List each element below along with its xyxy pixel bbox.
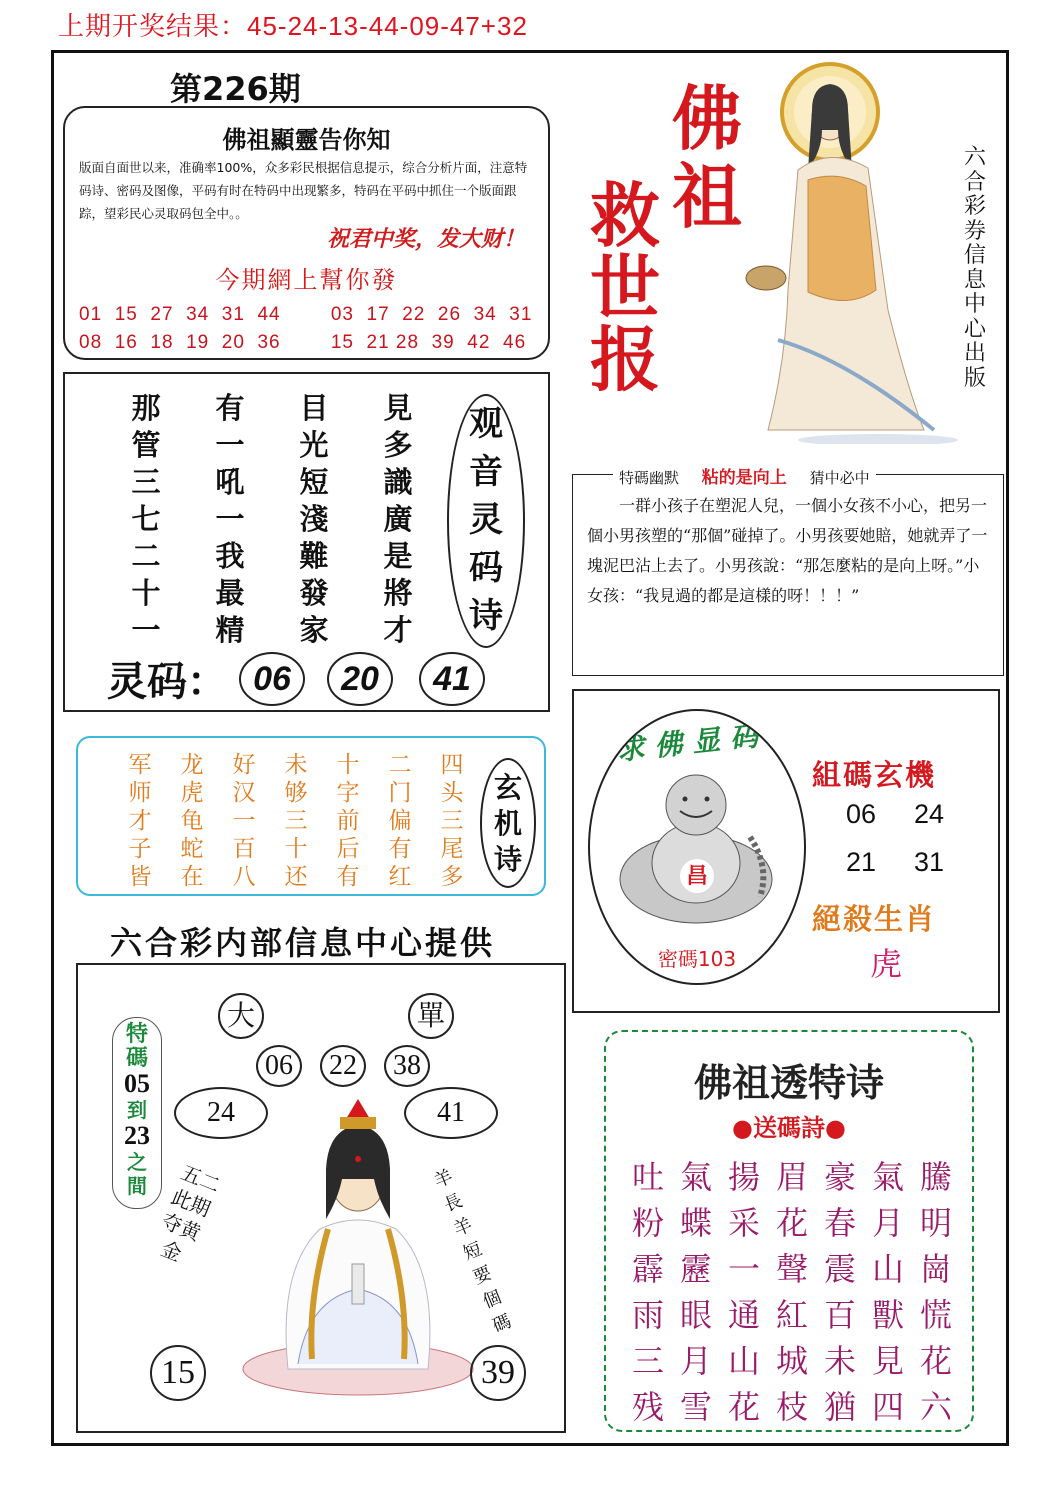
tong-character: 通 <box>727 1296 760 1334</box>
seal-character: 昌 <box>680 859 714 893</box>
poem-character: 二 <box>131 539 161 573</box>
tong-character: 四 <box>871 1388 904 1426</box>
xuanji-character: 虎 <box>180 780 204 806</box>
xuanji-character: 八 <box>232 864 256 890</box>
tong-character: 眼 <box>679 1296 712 1334</box>
xuanji-character: 头 <box>440 780 464 806</box>
joke-label: 特碼幽默 <box>619 469 680 487</box>
guanyin-title-character: 观 <box>469 404 503 444</box>
tong-poem-panel <box>604 1030 974 1432</box>
xuanji-title-character: 诗 <box>493 843 522 876</box>
publisher-vertical: 六合彩券信息中心出版 <box>963 145 986 391</box>
tong-character: 明 <box>919 1204 952 1242</box>
poem-character: 見 <box>383 391 413 425</box>
tong-character: 雨 <box>631 1296 664 1334</box>
xuanji-character: 好 <box>232 752 256 778</box>
xuanji-character: 有 <box>388 836 412 862</box>
intro-title: 佛祖顯靈告你知 <box>222 125 391 154</box>
xuanji-character: 十 <box>284 836 308 862</box>
xuanji-character: 字 <box>336 780 360 806</box>
poem-character: 目 <box>299 391 329 425</box>
tong-character: 眉 <box>775 1158 808 1196</box>
tong-character: 山 <box>871 1250 904 1288</box>
number-row-1: 01 15 27 34 31 44 03 17 22 26 34 31 <box>79 304 533 325</box>
tong-character: 花 <box>727 1388 760 1426</box>
poem-character: 十 <box>131 576 161 610</box>
tema-range-capsule <box>112 1017 162 1209</box>
tong-character: 花 <box>919 1342 952 1380</box>
number-row-2: 08 16 18 19 20 36 15 21 28 39 42 46 <box>79 332 527 353</box>
poem-character: 那 <box>131 391 161 425</box>
odd-label: 單 <box>408 993 454 1039</box>
xuanji-character: 皆 <box>128 864 152 890</box>
joke-hint: 猜中必中 <box>809 469 870 487</box>
poem-character: 家 <box>299 613 329 647</box>
right-oval-number: 41 <box>404 1087 498 1139</box>
guanyin-figure-image <box>228 1099 488 1399</box>
tong-character: 采 <box>727 1204 760 1242</box>
xuanji-character: 军 <box>128 752 152 778</box>
tema-label: 特 碼 <box>125 1021 148 1071</box>
xuanji-character: 多 <box>440 864 464 890</box>
joke-header <box>613 463 876 488</box>
tema-from: 05 <box>124 1069 150 1098</box>
title-fozu: 佛 祖 <box>672 77 742 238</box>
xuanji-character: 红 <box>388 864 412 890</box>
xuanji-character: 够 <box>284 780 308 806</box>
last-result-banner: 上期开奖结果：45-24-13-44-09-47+32 <box>58 11 528 41</box>
guanyin-title-character: 音 <box>469 452 503 492</box>
xuanji-character: 门 <box>388 780 412 806</box>
xuanji-character: 三 <box>284 808 308 834</box>
tong-character: 未 <box>823 1342 856 1380</box>
wish-text: 祝君中奖，发大财！ <box>326 226 525 252</box>
poem-character: 吼 <box>215 465 245 499</box>
poem-character: 識 <box>383 465 413 499</box>
guanyin-poem-panel <box>63 372 550 712</box>
guanyin-title-character: 码 <box>469 548 503 588</box>
tong-character: 枝 <box>775 1388 808 1426</box>
xuanji-character: 还 <box>284 864 308 890</box>
xuanji-character: 蛇 <box>180 836 204 862</box>
tema-to-word: 到 <box>127 1098 147 1122</box>
tema-to: 23 <box>124 1121 150 1150</box>
tong-character: 月 <box>679 1342 712 1380</box>
left-oval-number: 24 <box>174 1087 268 1139</box>
poem-character: 光 <box>299 428 329 462</box>
xuanji-title-character: 机 <box>493 807 522 840</box>
xuanji-character: 百 <box>232 836 256 862</box>
tong-character: 春 <box>823 1204 856 1242</box>
right-bottom-number: 39 <box>470 1345 526 1401</box>
xuanji-character: 四 <box>440 752 464 778</box>
joke-answer: 粘的是向上 <box>701 468 787 488</box>
joke-panel <box>572 468 1004 676</box>
tong-character: 山 <box>727 1342 760 1380</box>
lingma-number: 41 <box>419 652 485 706</box>
poem-character: 是 <box>383 539 413 573</box>
top-number: 22 <box>320 1045 366 1087</box>
tong-character: 靂 <box>679 1250 712 1288</box>
left-bottom-number: 15 <box>150 1345 206 1401</box>
tong-character: 蝶 <box>679 1204 712 1242</box>
xuanji-poem-oval <box>480 758 536 888</box>
poem-character: 一 <box>131 613 161 647</box>
xuanji-character: 十 <box>336 752 360 778</box>
tong-character: 氣 <box>679 1158 712 1196</box>
intro-panel <box>63 106 550 360</box>
poem-character: 淺 <box>299 502 329 536</box>
tema-panel <box>76 963 566 1433</box>
lingma-label: 灵码： <box>107 658 227 705</box>
poem-character: 多 <box>383 428 413 462</box>
xuanji-character: 在 <box>180 864 204 890</box>
lingma-number: 20 <box>327 652 393 706</box>
tong-character: 慌 <box>919 1296 952 1334</box>
tong-character: 獸 <box>871 1296 904 1334</box>
xuanji-character: 一 <box>232 808 256 834</box>
buddha-oval <box>588 709 806 985</box>
tong-character: 粉 <box>631 1204 664 1242</box>
xuanji-character: 尾 <box>440 836 464 862</box>
xuanji-character: 三 <box>440 808 464 834</box>
intro-text: 版面自面世以来，准确率100%，众多彩民根据信息提示，综合分析片面，注意特码诗、密码及图像，平码有时在特码中出现繁多，特码在平码中抓住一个版面跟踪，望彩民心灵取码包全中。。 <box>79 160 528 221</box>
right-verse: 羊長羊短要個碼 <box>431 1166 515 1337</box>
poem-character: 三 <box>131 465 161 499</box>
tong-character: 崗 <box>919 1250 952 1288</box>
xuanji-character: 汉 <box>232 780 256 806</box>
arc-title: 求佛显码 <box>614 718 770 767</box>
poem-character: 管 <box>131 428 161 462</box>
poem-character: 有 <box>215 391 245 425</box>
tong-character: 聲 <box>775 1250 808 1288</box>
tong-title: 佛祖透特诗 <box>693 1060 884 1105</box>
xuanji-character: 龙 <box>180 752 204 778</box>
xuanji-character: 未 <box>284 752 308 778</box>
xuanji-character: 二 <box>388 752 412 778</box>
title-jiushibao: 救 世 报 <box>590 174 660 401</box>
tong-character: 揚 <box>727 1158 760 1196</box>
tong-character: 震 <box>823 1250 856 1288</box>
poem-character: 精 <box>215 613 245 647</box>
xuanji-character: 龟 <box>180 808 204 834</box>
tong-character: 花 <box>775 1204 808 1242</box>
poem-character: 將 <box>383 576 413 610</box>
tong-character: 城 <box>775 1342 808 1380</box>
zuma-title: 組碼玄機 <box>812 758 937 792</box>
poem-character: 短 <box>299 465 329 499</box>
xuanji-character: 师 <box>128 780 152 806</box>
big-label: 大 <box>218 993 264 1039</box>
xuanji-character: 才 <box>128 808 152 834</box>
tong-character: 六 <box>919 1388 952 1426</box>
secret-code: 密碼103 <box>657 947 737 971</box>
tong-character: 月 <box>871 1204 904 1242</box>
xuanji-character: 子 <box>128 836 152 862</box>
poem-character: 發 <box>299 576 329 610</box>
xuanji-poem-panel <box>76 736 546 896</box>
lingma-number: 06 <box>239 652 305 706</box>
poem-character: 廣 <box>383 502 413 536</box>
tong-character: 霹 <box>631 1250 664 1288</box>
online-title: 今期網上幫你發 <box>215 266 398 294</box>
xuanji-character: 后 <box>336 836 360 862</box>
tong-character: 見 <box>871 1342 904 1380</box>
xuanji-title-character: 玄 <box>493 771 522 804</box>
laughing-buddha-image <box>610 767 784 927</box>
guanyin-title-character: 诗 <box>469 596 503 636</box>
poem-character: 才 <box>383 613 413 647</box>
issue-number: 第226期 <box>170 70 301 108</box>
guanyin-poem-oval <box>447 394 525 648</box>
tema-between: 之 間 <box>127 1150 147 1198</box>
tong-character: 一 <box>727 1250 760 1288</box>
xuanji-character: 有 <box>336 864 360 890</box>
zuma-number: 24 <box>914 799 945 829</box>
tong-character: 騰 <box>919 1158 952 1196</box>
left-verse: 五二此期夺黄金 <box>157 1160 224 1267</box>
joke-text: 一群小孩子在塑泥人兒，一個小女孩不小心，把另一個小男孩塑的“那個”碰掉了。小男孩要她賠，她就弄了一塊泥巴沾上去了。小男孩說：“那怎麼粘的是向上呀。”小女孩：“我見過的都是這樣的呀！！！” <box>587 496 988 605</box>
xuanji-character: 偏 <box>388 808 412 834</box>
guanyin-title-character: 灵 <box>469 500 503 540</box>
jisha-title: 絕殺生肖 <box>812 902 937 936</box>
zuma-number: 21 <box>846 847 877 877</box>
provider-text: 六合彩内部信息中心提供 <box>110 924 496 962</box>
tong-character: 豪 <box>823 1158 856 1196</box>
poem-character: 最 <box>215 576 245 610</box>
tong-character: 紅 <box>775 1296 808 1334</box>
mima-panel <box>572 689 1000 1013</box>
jisha-zodiac: 虎 <box>870 945 903 983</box>
top-number: 38 <box>384 1045 430 1087</box>
tong-character: 猶 <box>823 1388 856 1426</box>
top-number: 06 <box>256 1045 302 1087</box>
guanyin-poem-title <box>449 400 523 640</box>
tong-character: 残 <box>631 1388 664 1426</box>
xuanji-poem-title <box>482 770 534 878</box>
tong-subtitle: ●送碼詩● <box>732 1113 846 1142</box>
poem-character: 一 <box>215 428 245 462</box>
zuma-number: 06 <box>846 799 877 829</box>
tong-character: 雪 <box>679 1388 712 1426</box>
tong-character: 三 <box>631 1342 664 1380</box>
xuanji-character: 前 <box>336 808 360 834</box>
poem-character: 一 <box>215 502 245 536</box>
tong-character: 氣 <box>871 1158 904 1196</box>
poem-character: 七 <box>131 502 161 536</box>
guanyin-standing-image <box>738 60 958 444</box>
poem-character: 難 <box>299 539 329 573</box>
tong-character: 吐 <box>631 1158 664 1196</box>
zuma-number: 31 <box>914 847 945 877</box>
tong-character: 百 <box>823 1296 856 1334</box>
poem-character: 我 <box>215 539 245 573</box>
